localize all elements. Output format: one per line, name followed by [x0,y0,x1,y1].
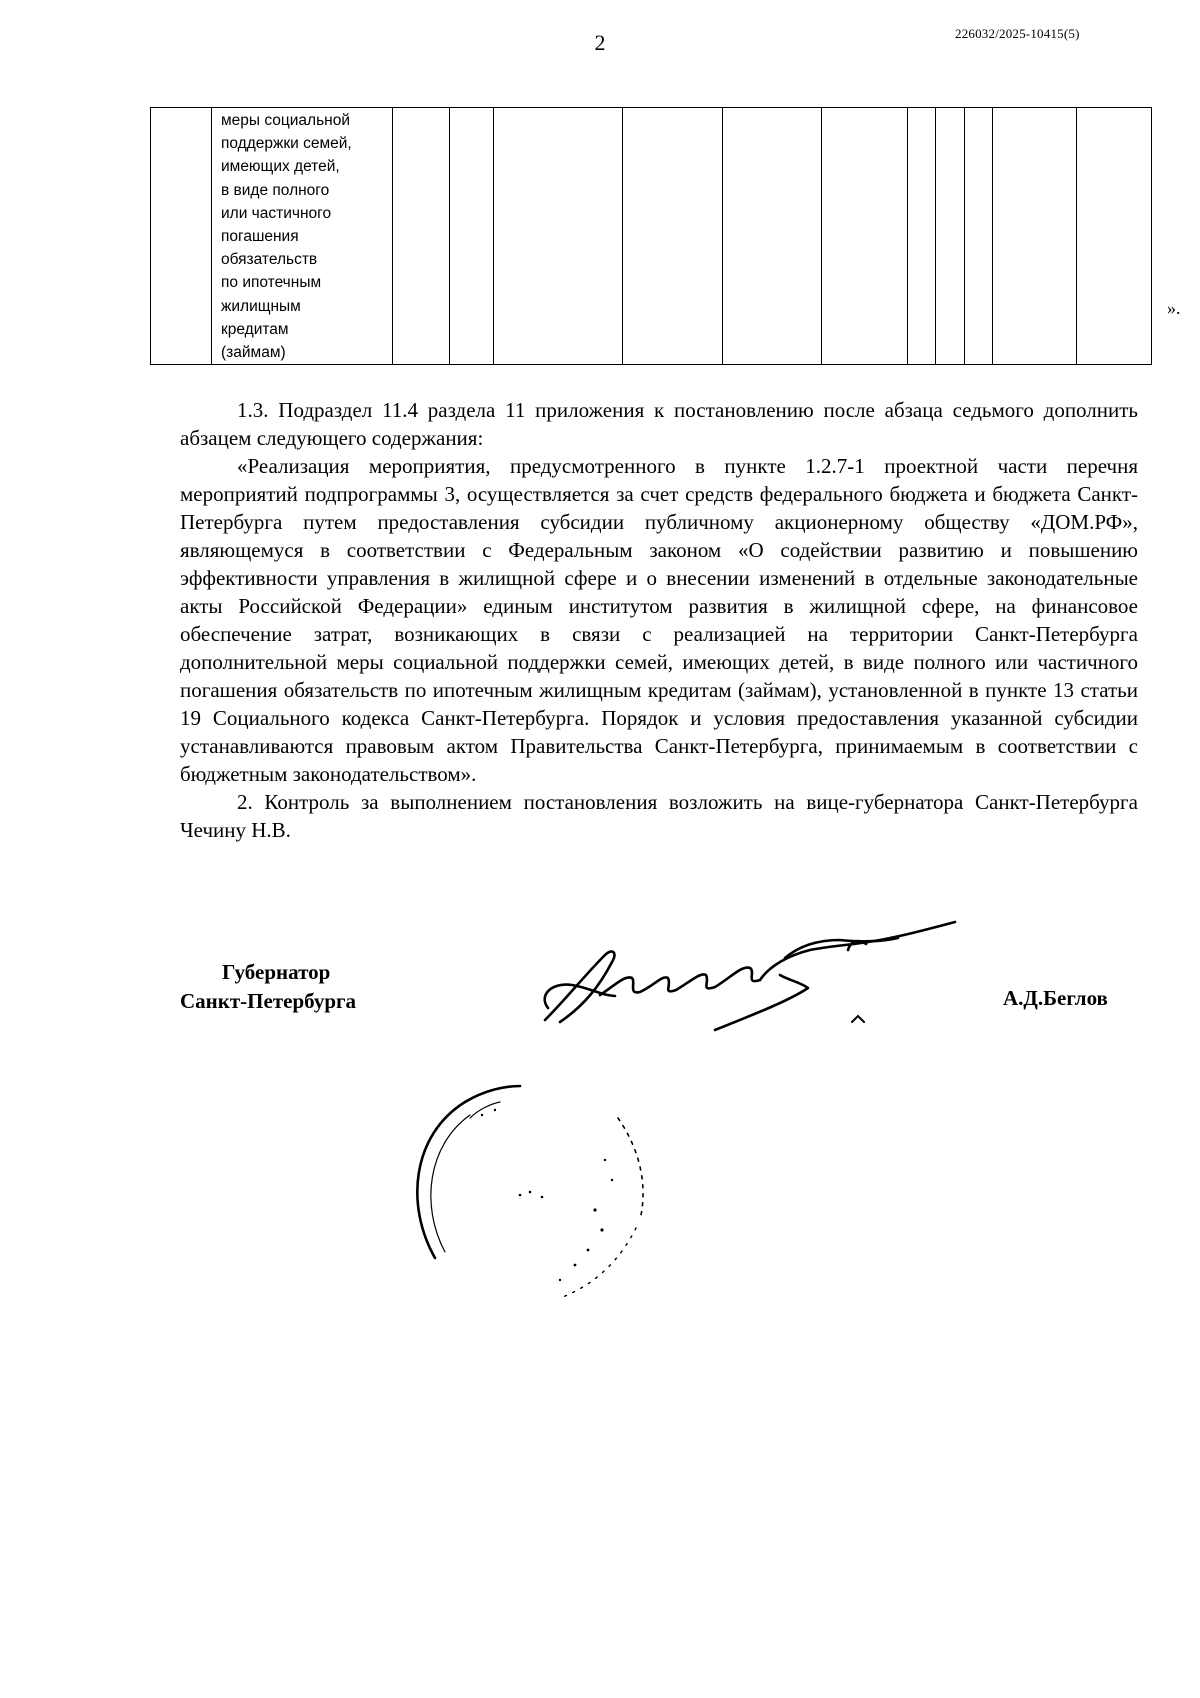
cell-line: (займам) [221,344,286,362]
document-id: 226032/2025-10415(5) [955,26,1080,41]
governor-title-line1: Губернатор [222,960,331,984]
cell-line: или частичного [221,204,332,222]
paragraph-1-3: 1.3. Подраздел 11.4 раздела 11 приложения к постановлению после абзаца седьмого дополнить абзацем следующего содержания: [180,398,1138,450]
paragraph-2: 2. Контроль за выполнением постановления возложить на вице-губернатора Санкт-Петербурга Чечину Н.В. [180,790,1138,842]
cell-line: обязательств [221,251,318,269]
cell-line: поддержки семей, [221,135,352,153]
cell-line: меры социальной [221,112,351,129]
governor-name: А.Д.Беглов [1003,986,1108,1010]
closing-quote: ». [1167,298,1181,318]
cell-line: в виде полного [221,181,330,199]
cell-line: по ипотечным [221,274,322,292]
cell-line: жилищным [221,297,301,315]
page-number: 2 [594,30,606,55]
cell-line: имеющих детей, [221,158,340,176]
paragraph-quote: «Реализация мероприятия, предусмотренного в пункте 1.2.7-1 проектной части перечня мероприятий подпрограммы 3, осуществляется за счет средств федерального бюджета и бюджета Санкт-Петербурга путем предоставления субсидии публичному акционерному обществу «ДОМ.РФ», являющемуся в соответствии с Федеральным законом «О содействии развитию и повышению эффективности управления в жилищной сфере и о внесении изменений в отдельные законодательные акты Российской Федерации» единым институтом развития в жилищной сфере, на финансовое обеспечение затрат, возникающих в связи с реализацией на территории Санкт-Петербурга дополнительной меры социальной поддержки семей, имеющих детей, в виде полного или частичного погашения обязательств по ипотечным жилищным кредитам (займам), установленной в пункте 13 статьи 19 Социального кодекса Санкт-Петербурга. Порядок и условия предоставления указанной субсидии устанавливаются правовым актом Правительства Санкт-Петербурга, принимаемым в соответствии с бюджетным законодательством». [180,454,1138,786]
cell-line: погашения [221,228,299,246]
cell-line: кредитам [221,320,289,338]
governor-title-line2: Санкт-Петербурга [180,989,357,1013]
